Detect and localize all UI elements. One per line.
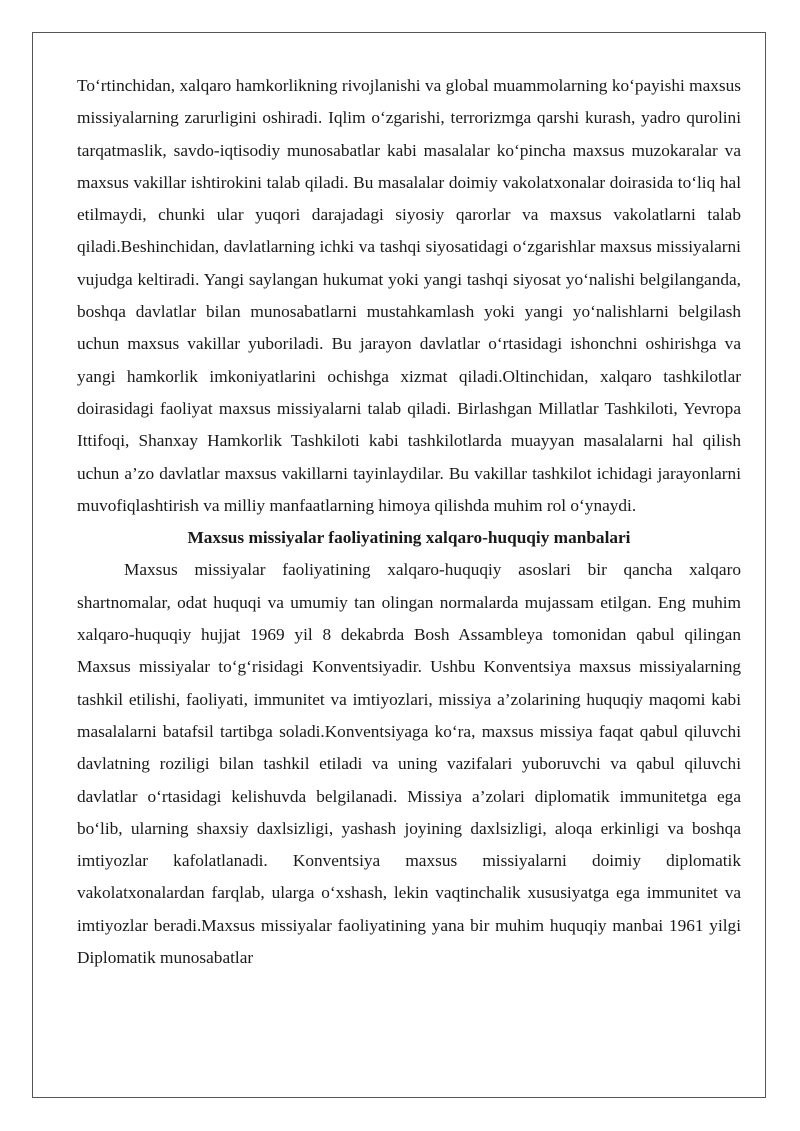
paragraph-1: To‘rtinchidan, xalqaro hamkorlikning rivojlanishi va global muammolarning ko‘payishi maxsus missiyalarning zarurligini oshiradi. Iqlim o‘zgarishi, terrorizmga qarshi kurash, yadro qurolini tarqatmaslik, savdo-iqtisodiy munosabatlar kabi masalalar ko‘pincha maxsus muzokaralar va maxsus vakillar ishtirokini talab qiladi. Bu masalalar doimiy vakolatxonalar doirasida to‘liq hal etilmaydi, chunki ular yuqori darajadagi siyosiy qarorlar va maxsus vakolatlarni talab qiladi.Beshinchidan, davlatlarning ichki va tashqi siyosatidagi o‘zgarishlar maxsus missiyalarni vujudga keltiradi. Yangi saylangan hukumat yoki yangi tashqi siyosat yo‘nalishi belgilanganda, boshqa davlatlar bilan munosabatlarni mustahkamlash yoki yangi yo‘nalishlarni belgilash uchun maxsus vakillar yuboriladi. Bu jarayon davlatlar o‘rtasidagi ishonchni oshirishga va yangi hamkorlik imkoniyatlarini ochishga xizmat qiladi.Oltinchidan, xalqaro tashkilotlar doirasidagi faoliyat maxsus missiyalarni talab qiladi. Birlashgan Millatlar Tashkiloti, Yevropa Ittifoqi, Shanxay Hamkorlik Tashkiloti kabi tashkilotlarda muayyan masalalarni hal qilish uchun a’zo davlatlar maxsus vakillarni tayinlaydilar. Bu vakillar tashkilot ichidagi jarayonlarni muvofiqlashtirish va milliy manfaatlarning himoya qilishda muhim rol o‘ynaydi. (77, 76, 741, 515)
section-heading: Maxsus missiyalar faoliyatining xalqaro-huquqiy manbalari (187, 528, 631, 548)
paragraph-2: Maxsus missiyalar faoliyatining xalqaro-huquqiy asoslari bir qancha xalqaro shartnomalar, odat huquqi va umumiy tan olingan normalarda mujassam etilgan. Eng muhim xalqaro-huquqiy hujjat 1969 yil 8 dekabrda Bosh Assambleya tomonidan qabul qilingan Maxsus missiyalar to‘g‘risidagi Konventsiyadir. Ushbu Konventsiya maxsus missiyalarning tashkil etilishi, faoliyati, immunitet va imtiyozlari, missiya a’zolarining huquqiy maqomi kabi masalalarni batafsil tartibga soladi.Konventsiyaga ko‘ra, maxsus missiya faqat qabul qiluvchi davlatning roziligi bilan tashkil etiladi va uning vazifalari yuboruvchi va qabul qiluvchi davlatlar o‘rtasidagi kelishuvda belgilanadi. Missiya a’zolari diplomatik immunitetga ega bo‘lib, ularning shaxsiy daxlsizligi, yashash joyining daxlsizligi, aloqa erkinligi va boshqa imtiyozlar kafolatlanadi. Konventsiya maxsus missiyalarni doimiy diplomatik vakolatxonalardan farqlab, ularga o‘xshash, lekin vaqtinchalik xususiyatga ega immunitet va imtiyozlar beradi.Maxsus missiyalar faoliyatining yana bir muhim huquqiy manbai 1961 yilgi Diplomatik munosabatlar (77, 560, 741, 968)
document-body (77, 70, 741, 974)
